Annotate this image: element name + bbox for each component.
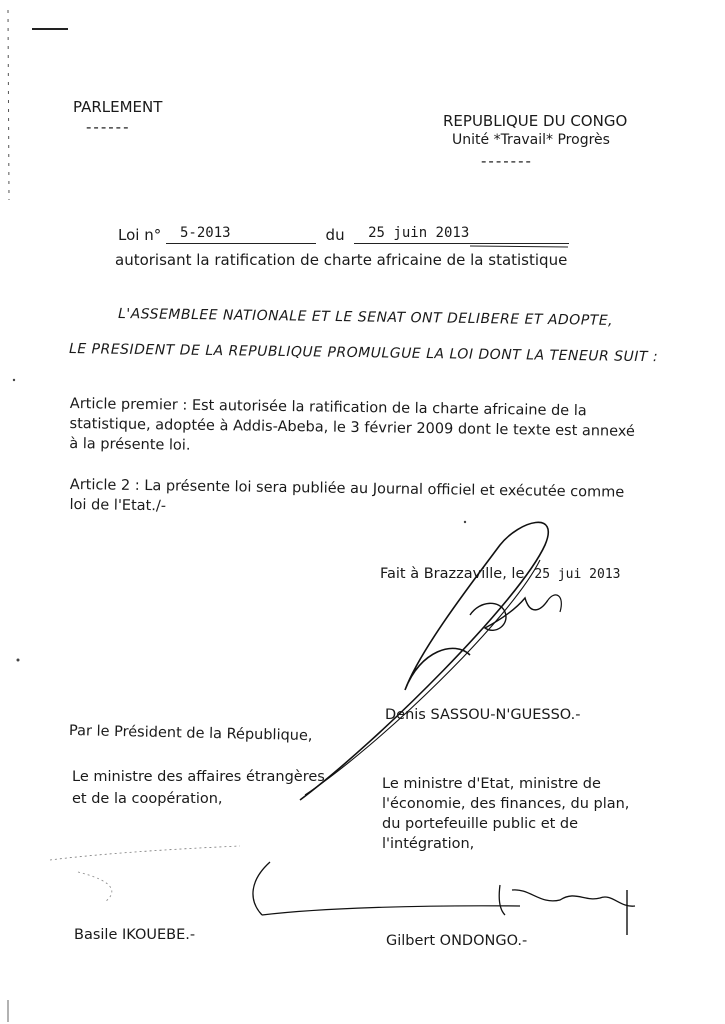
law-date-prefix: du <box>325 226 345 244</box>
article-2-heading: Article 2 : <box>69 476 140 494</box>
republic-title: REPUBLIQUE DU CONGO <box>443 112 628 130</box>
article-1-text: Est autorisée la ratification de la charte africaine de la statistique, adoptée à Addis-Abeba, le 3 février 2009 dont le texte est annexé à la présente loi. <box>69 397 636 454</box>
law-number: 5-2013 <box>180 225 231 241</box>
minister-left-title: Le ministre des affaires étrangères et de la coopération, <box>72 769 325 807</box>
minister-right-title: Le ministre d'Etat, ministre de l'économie, des finances, du plan, du portefeuille public et de l'intégration, <box>382 776 630 852</box>
law-date: 25 juin 2013 <box>368 225 470 241</box>
parliament-title: PARLEMENT <box>73 98 163 116</box>
president-name: Denis SASSOU-N'GUESSO.- <box>385 707 581 723</box>
parliament-rule: ------ <box>86 118 131 136</box>
article-2-text: La présente loi sera publiée au Journal officiel et exécutée comme loi de l'Etat./- <box>69 478 625 515</box>
law-prefix: Loi n° <box>118 226 162 244</box>
enactment-line-1: L'ASSEMBLEE NATIONALE ET LE SENAT ONT DELIBERE ET ADOPTE, <box>117 306 614 329</box>
by-president: Par le Président de la République, <box>68 723 313 745</box>
law-object: autorisant la ratification de charte africaine de la statistique <box>115 251 568 269</box>
signatory-left: Basile IKOUEBE.- <box>74 927 196 943</box>
republic-motto: Unité *Travail* Progrès <box>452 132 610 148</box>
article-1-heading: Article premier : <box>69 395 188 414</box>
place: Fait à Brazzaville, le <box>380 566 525 582</box>
republic-rule: ------- <box>481 152 533 170</box>
signing-date: 25 jui 2013 <box>534 567 621 582</box>
signatory-right: Gilbert ONDONGO.- <box>386 933 528 949</box>
enactment-line-2: LE PRESIDENT DE LA REPUBLIQUE PROMULGUE LA LOI DONT LA TENEUR SUIT : <box>68 341 659 366</box>
